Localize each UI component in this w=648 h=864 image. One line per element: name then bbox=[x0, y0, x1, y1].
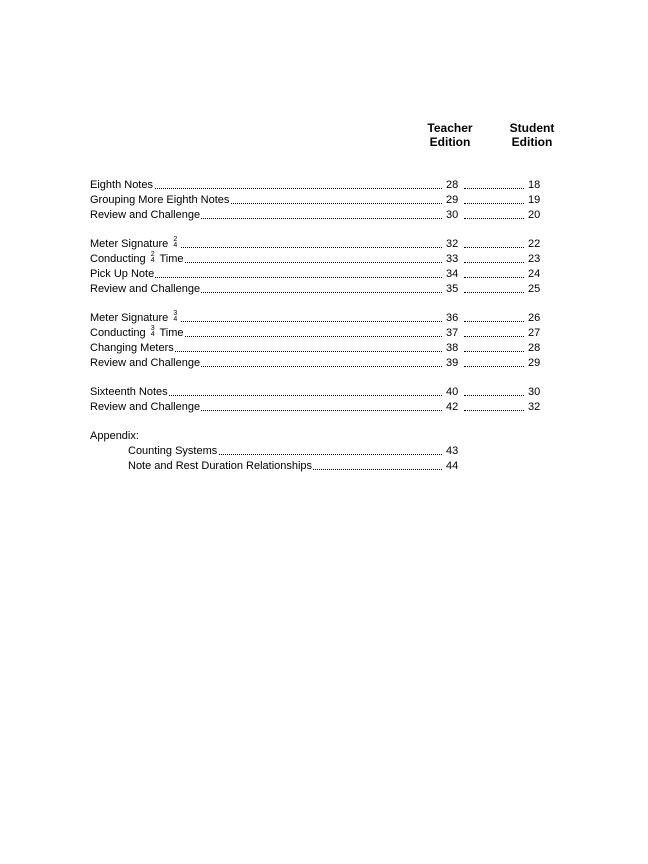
dot-leader bbox=[464, 336, 524, 337]
student-page-number: 30 bbox=[528, 386, 541, 398]
toc-row[interactable] bbox=[90, 385, 560, 400]
entry-title-text: Meter Signature bbox=[90, 312, 169, 324]
dot-leader bbox=[464, 203, 524, 204]
entry-title-text: Meter Signature bbox=[90, 238, 169, 250]
toc-entry-title bbox=[90, 311, 180, 326]
toc-row[interactable] bbox=[90, 282, 560, 297]
student-page-number: 22 bbox=[528, 238, 541, 250]
teacher-page-number: 33 bbox=[446, 253, 459, 265]
fraction-numerator: 3 bbox=[150, 325, 155, 333]
entry-title-text: Note and Rest Duration Relationships bbox=[128, 460, 313, 472]
toc-row[interactable] bbox=[90, 400, 560, 415]
dot-leader bbox=[464, 218, 524, 219]
student-header-line1: Student bbox=[509, 121, 555, 135]
teacher-page-number: 32 bbox=[446, 238, 459, 250]
appendix-entry-title bbox=[128, 444, 218, 459]
student-page-number: 23 bbox=[528, 253, 541, 265]
teacher-page-number: 44 bbox=[446, 460, 459, 472]
entry-title-suffix: Time bbox=[159, 327, 184, 339]
entry-title-text: Grouping More Eighth Notes bbox=[90, 194, 230, 206]
entry-title-text: Conducting bbox=[90, 327, 146, 339]
toc-entry-title bbox=[90, 193, 230, 208]
toc-row[interactable] bbox=[90, 208, 560, 223]
toc-entry-title bbox=[90, 237, 180, 252]
dot-leader bbox=[464, 410, 524, 411]
table-of-contents bbox=[90, 178, 560, 474]
dot-leader bbox=[464, 366, 524, 367]
student-page-number: 28 bbox=[528, 342, 541, 354]
fraction-denominator: 4 bbox=[150, 257, 155, 265]
teacher-page-number: 39 bbox=[446, 357, 459, 369]
teacher-page-number: 37 bbox=[446, 327, 459, 339]
student-page-number: 25 bbox=[528, 283, 541, 295]
dot-leader bbox=[464, 292, 524, 293]
appendix-row[interactable] bbox=[90, 459, 560, 474]
fraction-denominator: 4 bbox=[150, 331, 155, 339]
dot-leader bbox=[464, 247, 524, 248]
teacher-header-line1: Teacher bbox=[427, 121, 473, 135]
meter-fraction bbox=[173, 237, 177, 249]
student-page-number: 32 bbox=[528, 401, 541, 413]
appendix-row[interactable] bbox=[90, 444, 560, 459]
fraction-numerator: 3 bbox=[173, 310, 178, 318]
entry-title-text: Eighth Notes bbox=[90, 179, 153, 191]
dot-leader bbox=[464, 262, 524, 263]
toc-entry-title bbox=[90, 385, 169, 400]
student-page-number: 20 bbox=[528, 209, 541, 221]
toc-row[interactable] bbox=[90, 341, 560, 356]
toc-row[interactable] bbox=[90, 356, 560, 371]
dot-leader bbox=[464, 351, 524, 352]
meter-fraction bbox=[151, 252, 155, 264]
student-page-number: 29 bbox=[528, 357, 541, 369]
entry-title-text: Counting Systems bbox=[128, 445, 218, 457]
entry-title-text: Sixteenth Notes bbox=[90, 386, 168, 398]
meter-fraction bbox=[173, 311, 177, 323]
toc-entry-title bbox=[90, 356, 201, 371]
toc-row[interactable] bbox=[90, 311, 560, 326]
toc-row[interactable] bbox=[90, 326, 560, 341]
dot-leader bbox=[464, 277, 524, 278]
entry-title-text: Review and Challenge bbox=[90, 209, 201, 221]
student-page-number: 19 bbox=[528, 194, 541, 206]
teacher-page-number: 42 bbox=[446, 401, 459, 413]
teacher-page-number: 29 bbox=[446, 194, 459, 206]
toc-entry-title bbox=[90, 252, 185, 267]
student-page-number: 24 bbox=[528, 268, 541, 280]
toc-entry-title bbox=[90, 208, 201, 223]
teacher-page-number: 43 bbox=[446, 445, 459, 457]
teacher-page-number: 40 bbox=[446, 386, 459, 398]
toc-entry-title bbox=[90, 178, 154, 193]
meter-fraction bbox=[151, 326, 155, 338]
entry-title-text: Review and Challenge bbox=[90, 283, 201, 295]
teacher-page-number: 28 bbox=[446, 179, 459, 191]
student-page-number: 18 bbox=[528, 179, 541, 191]
student-edition-header bbox=[502, 121, 562, 149]
toc-entry-title bbox=[90, 326, 185, 341]
entry-title-text: Pick Up Note bbox=[90, 268, 155, 280]
toc-row[interactable] bbox=[90, 178, 560, 193]
entry-title-text: Review and Challenge bbox=[90, 357, 201, 369]
toc-row[interactable] bbox=[90, 267, 560, 282]
entry-title-suffix: Time bbox=[159, 253, 184, 265]
entry-title-text: Changing Meters bbox=[90, 342, 174, 354]
dot-leader bbox=[464, 188, 524, 189]
toc-row[interactable] bbox=[90, 237, 560, 252]
teacher-page-number: 38 bbox=[446, 342, 459, 354]
fraction-numerator: 2 bbox=[173, 236, 178, 244]
teacher-page-number: 35 bbox=[446, 283, 459, 295]
toc-row[interactable] bbox=[90, 193, 560, 208]
teacher-page-number: 30 bbox=[446, 209, 459, 221]
dot-leader bbox=[464, 321, 524, 322]
teacher-page-number: 36 bbox=[446, 312, 459, 324]
toc-entry-title bbox=[90, 400, 201, 415]
toc-row[interactable] bbox=[90, 252, 560, 267]
teacher-header-line2: Edition bbox=[429, 135, 471, 149]
entry-title-text: Conducting bbox=[90, 253, 146, 265]
fraction-denominator: 4 bbox=[173, 316, 178, 324]
student-header-line2: Edition bbox=[511, 135, 553, 149]
toc-entry-title bbox=[90, 282, 201, 297]
appendix-entry-title bbox=[128, 459, 313, 474]
student-page-number: 27 bbox=[528, 327, 541, 339]
teacher-edition-header bbox=[420, 121, 480, 149]
dot-leader bbox=[464, 395, 524, 396]
appendix-label: Appendix: bbox=[90, 430, 139, 442]
toc-entry-title bbox=[90, 267, 155, 282]
student-page-number: 26 bbox=[528, 312, 541, 324]
fraction-denominator: 4 bbox=[173, 242, 178, 250]
fraction-numerator: 2 bbox=[150, 251, 155, 259]
toc-entry-title bbox=[90, 341, 175, 356]
teacher-page-number: 34 bbox=[446, 268, 459, 280]
entry-title-text: Review and Challenge bbox=[90, 401, 201, 413]
